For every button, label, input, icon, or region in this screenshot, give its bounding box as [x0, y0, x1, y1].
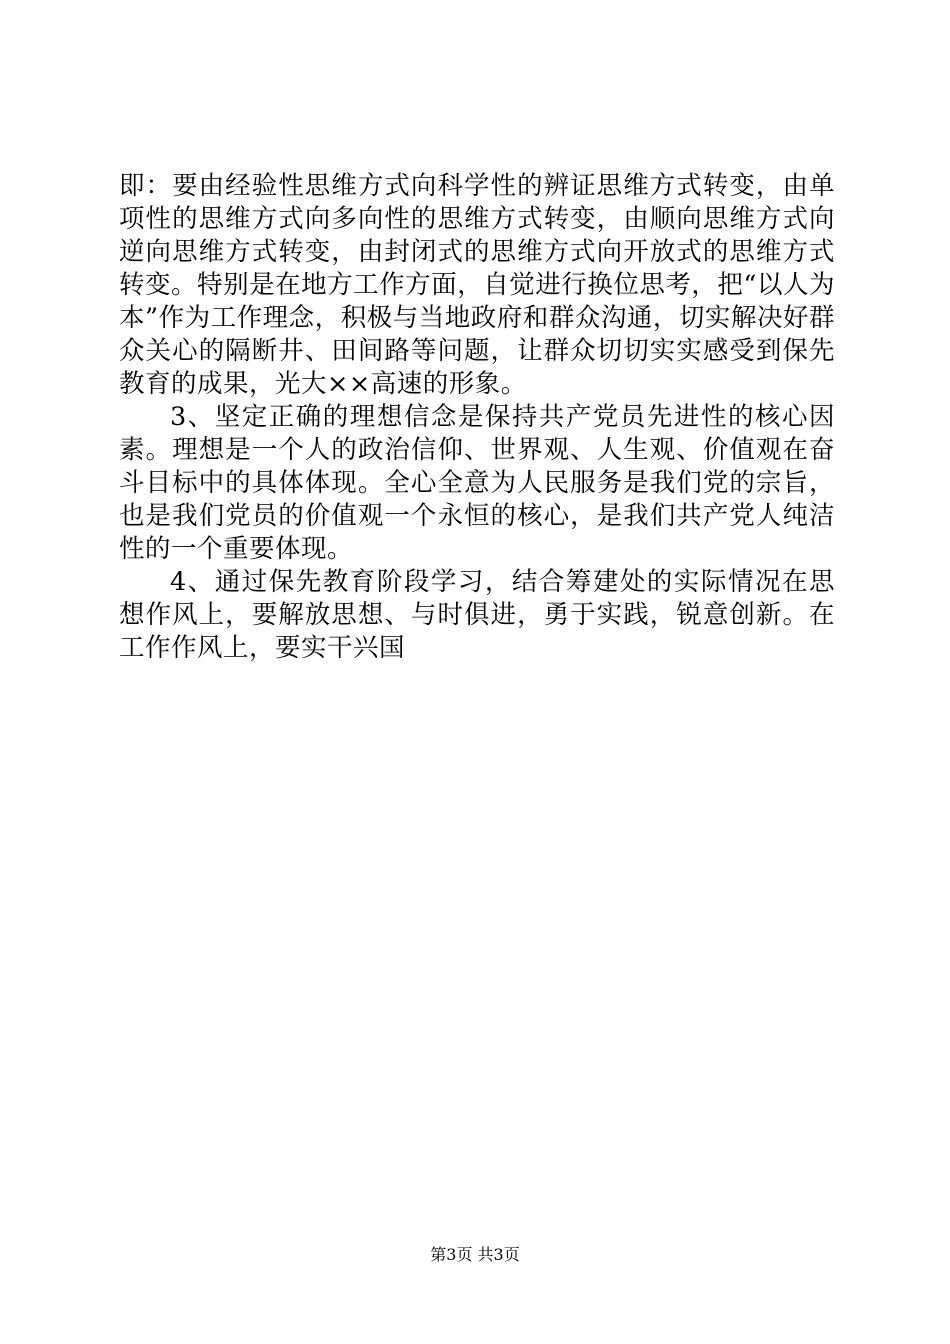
paragraph-point-4: 4、通过保先教育阶段学习，结合筹建处的实际情况在思想作风上，要解放思想、与时俱进，勇于实践，锐意创新。在工作作风上，要实干兴国: [119, 567, 835, 663]
body-text: [119, 170, 835, 665]
page-footer: 第3页 共3页: [430, 1245, 520, 1264]
paragraph-point-3: 3、坚定正确的理想信念是保持共产党员先进性的核心因素。理想是一个人的政治信仰、世界观、人生观、价值观在奋斗目标中的具体体现。全心全意为人民服务是我们党的宗旨，也是我们党员的价值观一个永恒的核心，是我们共产党人纯洁性的一个重要体现。: [119, 402, 835, 564]
paragraph-continuation: 即：要由经验性思维方式向科学性的辨证思维方式转变，由单项性的思维方式向多向性的思维方式转变，由顺向思维方式向逆向思维方式转变，由封闭式的思维方式向开放式的思维方式转变。特别是在地方工作方面，自觉进行换位思考，把“以人为本”作为工作理念，积极与当地政府和群众沟通，切实解决好群众关心的隔断井、田间路等问题，让群众切切实实感受到保先教育的成果，光大××高速的形象。: [119, 171, 835, 399]
